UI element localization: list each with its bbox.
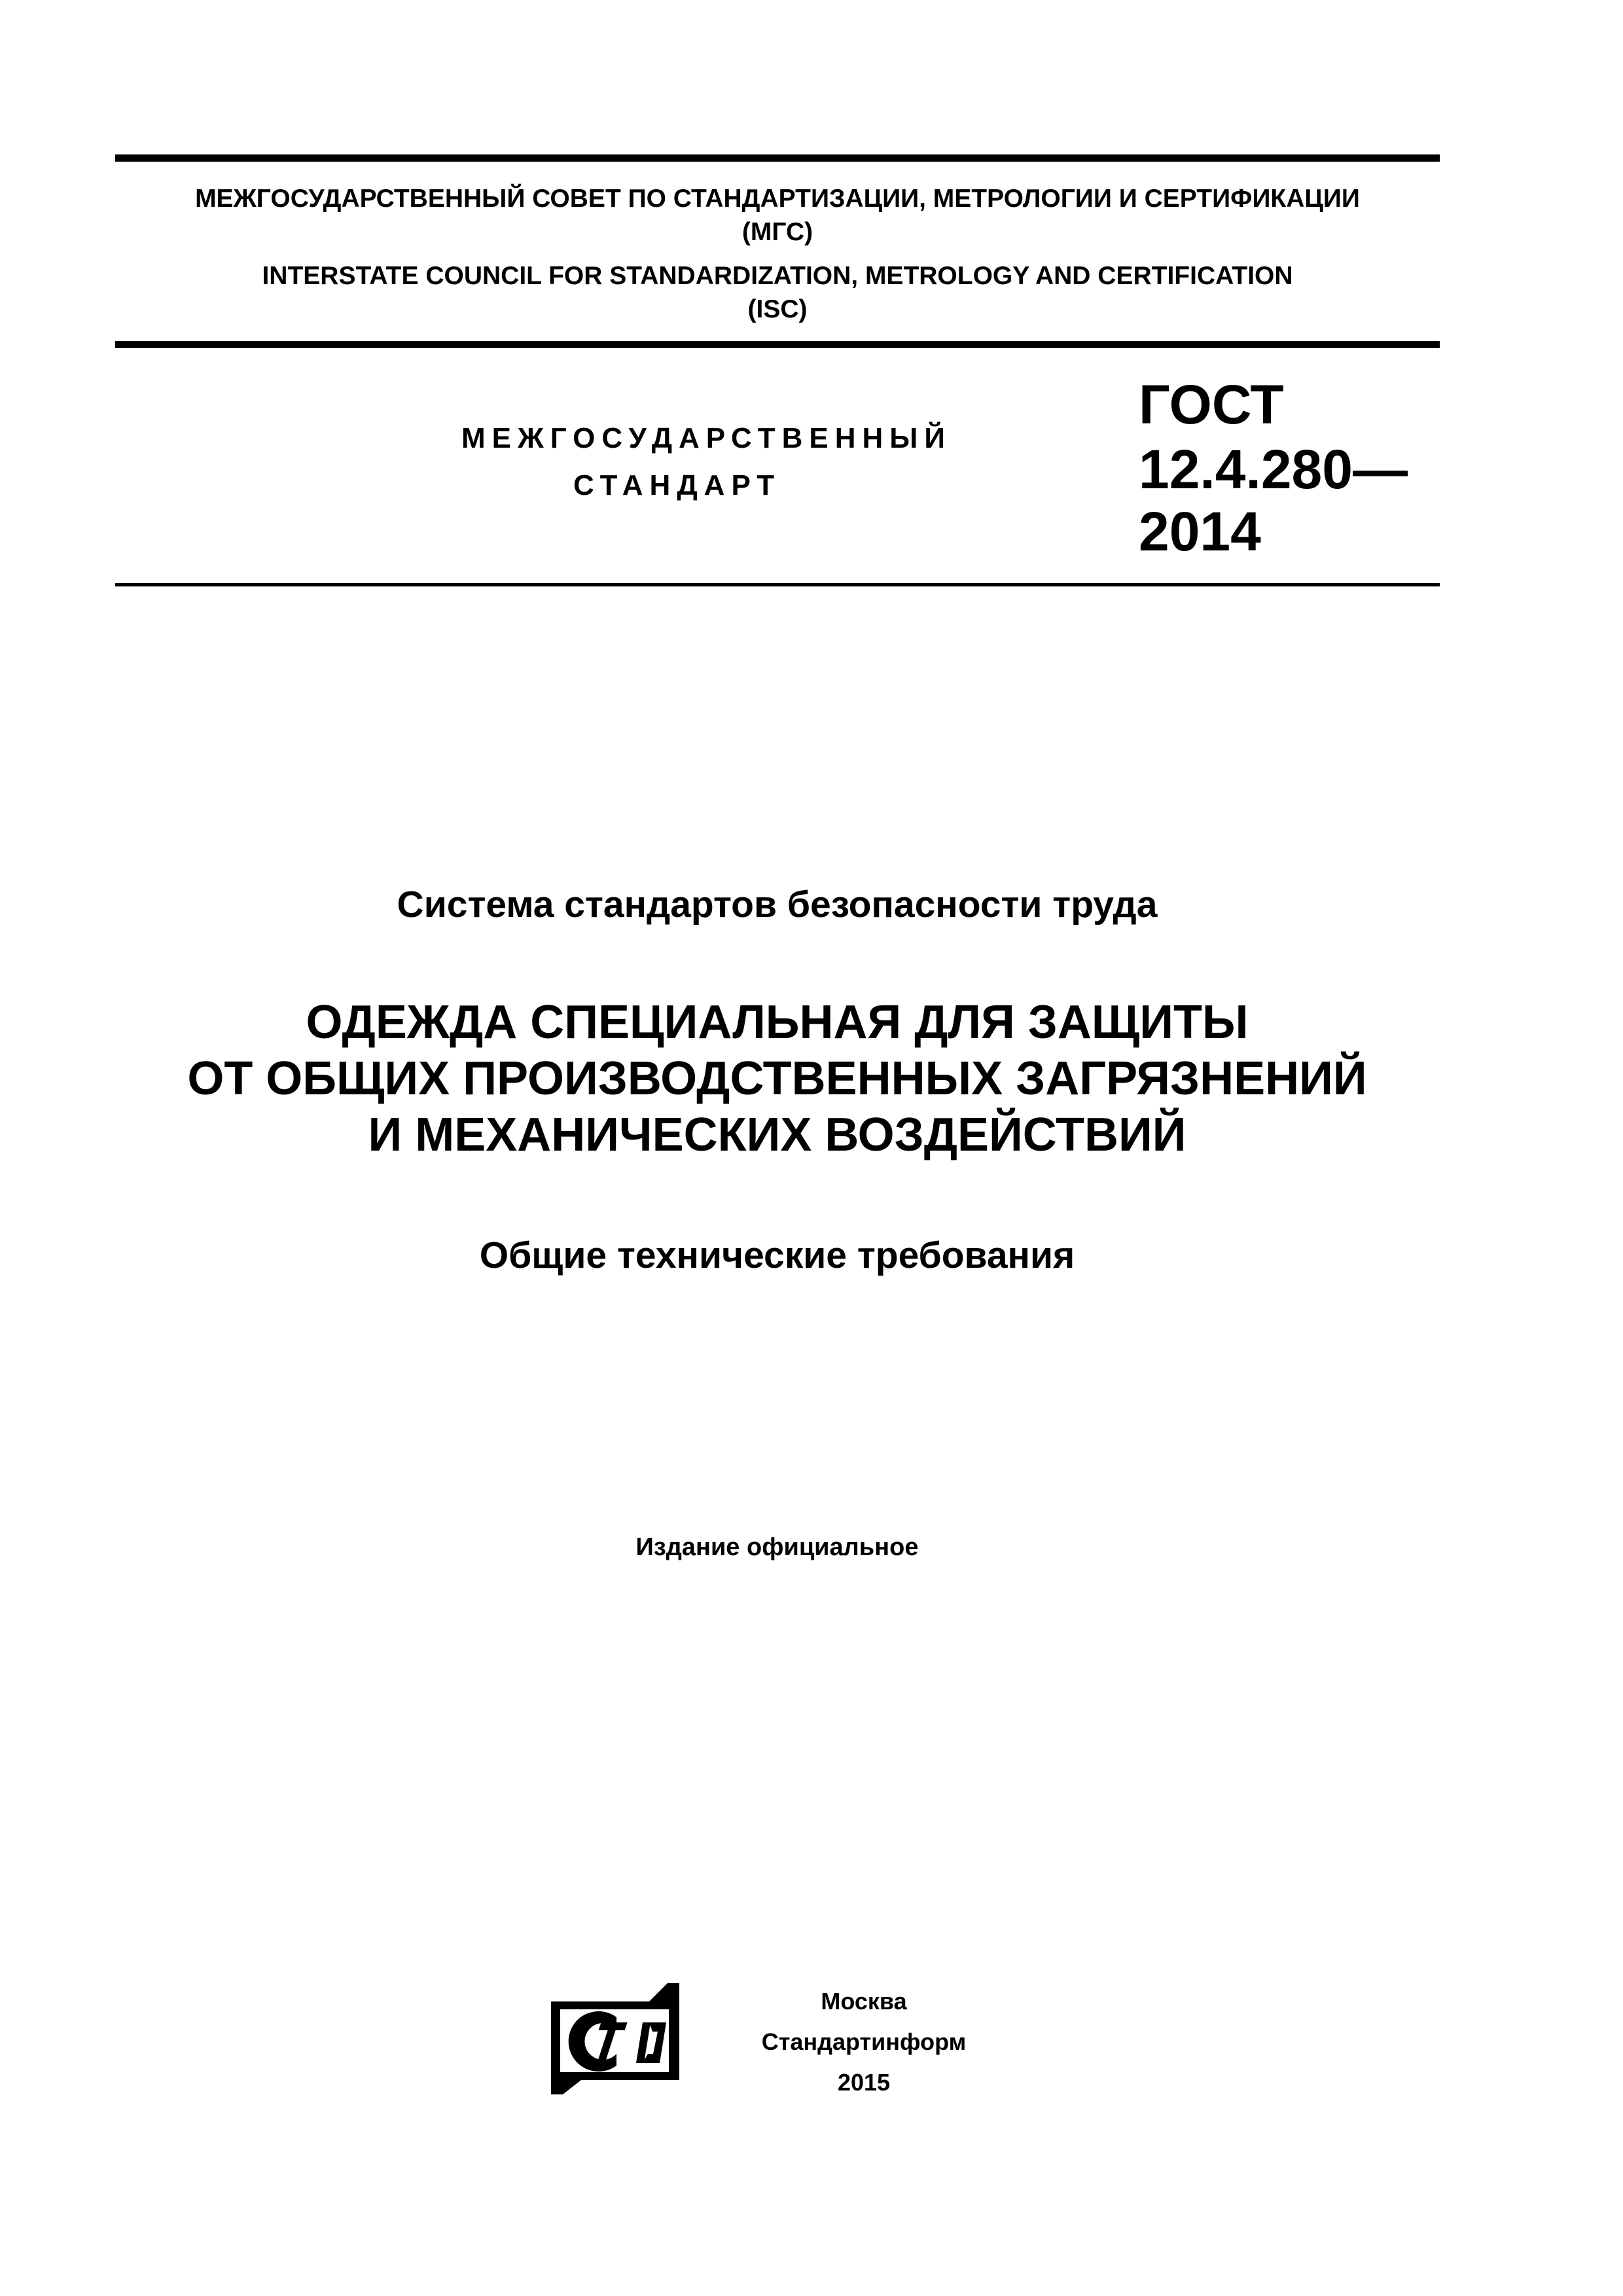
publisher-name: Стандартинформ: [761, 2028, 967, 2055]
standard-type-line2: СТАНДАРТ: [573, 469, 781, 501]
publisher-logo-icon: [551, 1983, 679, 2094]
edition-label: Издание официальное: [635, 1534, 919, 1561]
council-abbr-ru: (МГС): [741, 218, 813, 246]
council-name-ru: МЕЖГОСУДАРСТВЕННЫЙ СОВЕТ ПО СТАНДАРТИЗАЦИИ, МЕТРОЛОГИИ И СЕРТИФИКАЦИИ: [195, 185, 1360, 213]
document-title-line1: ОДЕЖДА СПЕЦИАЛЬНАЯ ДЛЯ ЗАЩИТЫ: [306, 996, 1249, 1049]
publisher-city: Москва: [821, 1988, 907, 2015]
council-name-en: INTERSTATE COUNCIL FOR STANDARDIZATION, METROLOGY AND CERTIFICATION: [262, 262, 1293, 290]
gost-year: 2014: [1139, 501, 1261, 562]
council-abbr-en: (ISC): [747, 295, 808, 323]
middle-rule: [115, 341, 1440, 348]
top-rule: [115, 154, 1440, 162]
publication-year: 2015: [837, 2069, 891, 2096]
standard-type-line1: МЕЖГОСУДАРСТВЕННЫЙ: [461, 422, 952, 454]
document-subtitle: Общие технические требования: [479, 1234, 1075, 1276]
gost-number: 12.4.280—: [1139, 439, 1408, 500]
series-title: Система стандартов безопасности труда: [397, 884, 1158, 925]
bottom-rule: [115, 583, 1440, 586]
document-title-line2: ОТ ОБЩИХ ПРОИЗВОДСТВЕННЫХ ЗАГРЯЗНЕНИЙ: [187, 1052, 1367, 1105]
document-title-line3: И МЕХАНИЧЕСКИХ ВОЗДЕЙСТВИЙ: [368, 1109, 1186, 1161]
gost-label: ГОСТ: [1139, 374, 1284, 435]
